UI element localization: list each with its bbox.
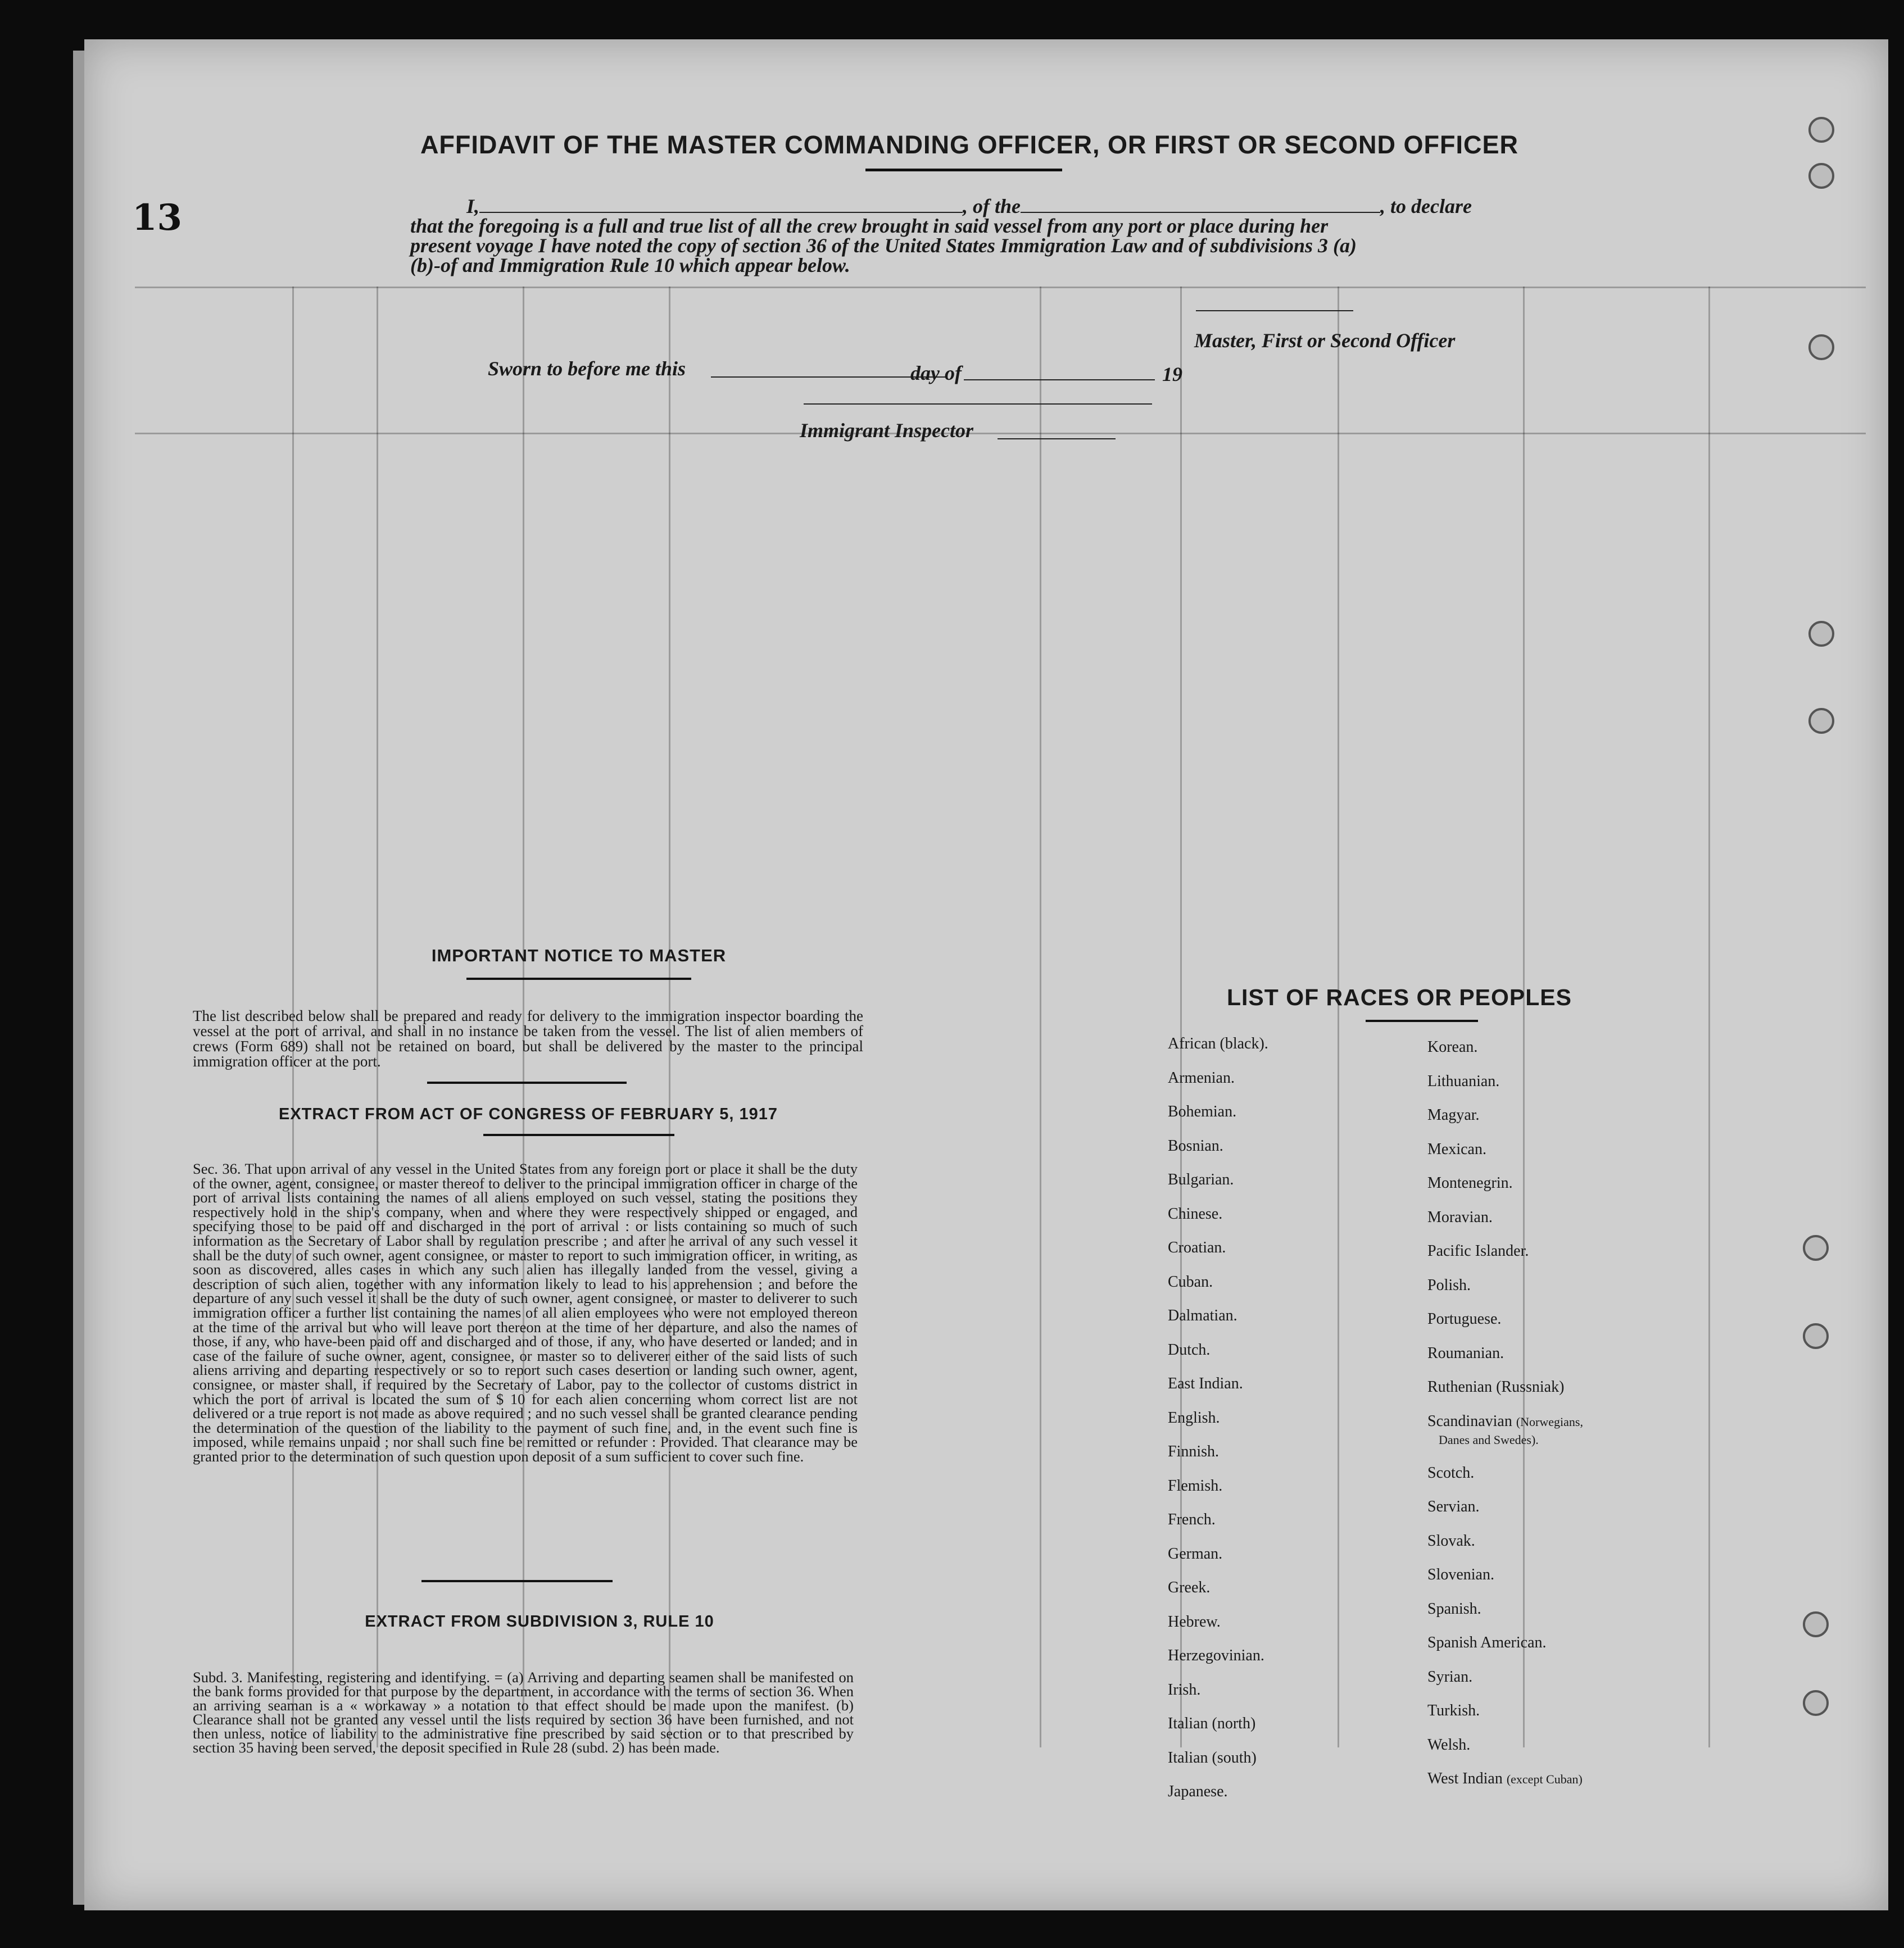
- race-item: Roumanian.: [1427, 1344, 1504, 1362]
- act-rule: [483, 1134, 674, 1136]
- race-item: Magyar.: [1427, 1106, 1480, 1124]
- race-item: Syrian.: [1427, 1668, 1473, 1686]
- notice-text: The list described below shall be prepared and ready for delivery to the immigration inspector boarding the vessel at the port of arrival, and shall in no instance be taken from the vessel. The list of alien members of crews (Form 689) shall not be retained on board, but shall be delivered by the master to the principal immigration officer at the port.: [193, 1007, 863, 1070]
- races-right-column: [1427, 1038, 1583, 1804]
- race-item: German.: [1168, 1545, 1223, 1563]
- race-item: Dutch.: [1168, 1341, 1211, 1359]
- declaration: [410, 197, 1523, 275]
- race-item: Greek.: [1168, 1579, 1211, 1596]
- decl-prefix: I,: [466, 195, 480, 217]
- punch-hole: [1808, 621, 1834, 647]
- punch-hole: [1803, 1235, 1829, 1261]
- punch-hole: [1803, 1611, 1829, 1637]
- rule-top-rule: [421, 1580, 613, 1582]
- vessel-blank[interactable]: [1021, 197, 1380, 213]
- race-item: Italian (north): [1168, 1715, 1256, 1732]
- race-item: Chinese.: [1168, 1205, 1223, 1223]
- race-item: Slovenian.: [1427, 1566, 1494, 1583]
- race-item: Bohemian.: [1168, 1103, 1237, 1120]
- decl-suffix: , to declare: [1380, 195, 1472, 217]
- race-note: (Norwegians,: [1516, 1414, 1583, 1429]
- race-item: Herzegovinian.: [1168, 1647, 1264, 1664]
- race-item: Mexican.: [1427, 1140, 1486, 1158]
- race-item: African (black).: [1168, 1035, 1268, 1052]
- race-item: Flemish.: [1168, 1477, 1223, 1495]
- race-item: Spanish American.: [1427, 1634, 1547, 1651]
- affidavit-title: AFFIDAVIT OF THE MASTER COMMANDING OFFICER, OR FIRST OR SECOND OFFICER: [420, 130, 1519, 159]
- race-item: Croatian.: [1168, 1239, 1226, 1256]
- race-label: West Indian: [1427, 1770, 1503, 1787]
- races-rule: [1366, 1020, 1478, 1022]
- race-item: Servian.: [1427, 1498, 1480, 1515]
- name-blank[interactable]: [479, 197, 963, 213]
- race-item-scandinavian: [1427, 1413, 1583, 1464]
- race-item: Bosnian.: [1168, 1137, 1223, 1155]
- notice-heading: IMPORTANT NOTICE TO MASTER: [431, 946, 727, 965]
- punch-hole: [1808, 163, 1834, 189]
- race-item: Pacific Islander.: [1427, 1242, 1529, 1260]
- year-label: 19: [1162, 363, 1182, 385]
- race-item: Lithuanian.: [1427, 1072, 1500, 1090]
- race-item: Portuguese.: [1427, 1310, 1502, 1328]
- decl-line-3: present voyage I have noted the copy of section 36 of the United States Immigration Law and of subdivisions 3 (a): [410, 234, 1357, 257]
- race-item: Ruthenian (Russniak): [1427, 1378, 1565, 1396]
- race-item: Scotch.: [1427, 1464, 1475, 1482]
- decl-mid: , of the: [963, 195, 1021, 217]
- race-item: Japanese.: [1168, 1783, 1228, 1800]
- race-item: Turkish.: [1427, 1702, 1480, 1719]
- race-label: Scandinavian: [1427, 1412, 1512, 1430]
- race-item: East Indian.: [1168, 1375, 1243, 1392]
- rule-heading: EXTRACT FROM SUBDIVISION 3, RULE 10: [365, 1613, 714, 1631]
- race-item: French.: [1168, 1511, 1216, 1528]
- race-note: (except Cuban): [1506, 1772, 1583, 1786]
- page-stamp: 13: [132, 197, 183, 239]
- punch-hole: [1808, 334, 1834, 360]
- race-item: Welsh.: [1427, 1736, 1471, 1754]
- race-item: Spanish.: [1427, 1600, 1481, 1618]
- race-item: Irish.: [1168, 1681, 1201, 1699]
- signature-line[interactable]: [1196, 310, 1353, 311]
- signer-label: Master, First or Second Officer: [1194, 329, 1456, 352]
- race-item-west-indian: [1427, 1770, 1583, 1804]
- act-text: Sec. 36. That upon arrival of any vessel in the United States from any foreign port or place it shall be the duty of the owner, agent, consignee, or master thereof to deliver to the principal immigration officer in charge of the port of arrival lists containing the names of all aliens employed on such vessel, stating the positions they respectively hold in the ship's company, when and where they were respectively shipped or engaged, and specifying those to be paid off and discharged in the port of arrival : or lists containing so much of such information as the Secretary of Labor shall by regulation prescribe ; and after he arrival of any such vessel it shall be the duty of such owner, agent consignee, or master to report to such immigration officer, in writing, as soon as discovered, alles cases in which any such alien has illegally landed from the vessel, giving a description of such alien, together with any information likely to lead to his apprehension ; and before the departure of any such vessel it shall be the duty of such owner, agent consignee, or master to deliverer to such immigration officer a further list containing the names of all alien employees who were not employed thereon at the time of the arrival but who will leave port thereon at the time of her departure, and also the names of those, if any, who have-been paid off and discharged and of those, if any, who have deserted or landed; and in case of the failure of suche owner, agent, consignee, or master so to deliverer either of the said lists of such aliens arriving and departing respectively or so to report such cases desertion or landing such owner, agent, consignee, or master shall, if required by the Secretary of Labor, pay to the collector of customs district in which the port of arrival is located the sum of $ 10 for each alien concerning whom correct list are not delivered or a true report is not made as above required ; and no such vessel shall be granted clearance pending the determination of the question of the liability to the payment of such fine, and, in the event such fine is imposed, while remains unpaid ; nor shall such fine be remitted or refunder : Provided. That clearance may be granted prior to the determination of such question upon deposit of a sum sufficient to cover such fine.: [193, 1160, 858, 1465]
- race-item: Polish.: [1427, 1276, 1471, 1294]
- inspector-label: Immigrant Inspector: [800, 419, 974, 442]
- race-item: English.: [1168, 1409, 1220, 1427]
- punch-hole: [1808, 708, 1834, 734]
- race-item: Cuban.: [1168, 1273, 1213, 1291]
- race-item: Finnish.: [1168, 1443, 1220, 1460]
- inspector-signature-line[interactable]: [804, 403, 1152, 405]
- race-item: Dalmatian.: [1168, 1307, 1237, 1324]
- race-item: Montenegrin.: [1427, 1174, 1513, 1192]
- race-item: Bulgarian.: [1168, 1171, 1234, 1188]
- punch-hole: [1803, 1690, 1829, 1716]
- decl-line-4: (b)-of and Immigration Rule 10 which appear below.: [410, 254, 850, 276]
- act-top-rule: [427, 1082, 627, 1084]
- race-item: Armenian.: [1168, 1069, 1235, 1087]
- sworn-label: Sworn to before me this: [488, 357, 686, 380]
- title-rule: [865, 169, 1062, 171]
- race-item: Italian (south): [1168, 1749, 1257, 1767]
- punch-hole: [1803, 1323, 1829, 1349]
- decl-line-2: that the foregoing is a full and true list of all the crew brought in said vessel from any port or place during her: [410, 215, 1329, 237]
- act-heading: EXTRACT FROM ACT OF CONGRESS OF FEBRUARY 5, 1917: [278, 1105, 778, 1123]
- races-heading: LIST OF RACES OR PEOPLES: [1226, 984, 1572, 1010]
- race-item: Moravian.: [1427, 1208, 1493, 1226]
- rule-text: Subd. 3. Manifesting, registering and identifying. = (a) Arriving and departing seamen shall be manifested on the bank forms provided for that purpose by the department, in accordance with the terms of section 36. When an arriving seaman is a « workaway » a notation to that effect should be made upon the manifest. (b) Clearance shall not be granted any vessel until the lists required by section 36 have been furnished, and not then unless, notice of liability to the administrative fine prescribed by said section or to that prescribed by section 35 having been served, the deposit specified in Rule 28 (subd. 2) has been made.: [193, 1669, 854, 1756]
- race-item: Korean.: [1427, 1038, 1478, 1056]
- notice-rule: [466, 978, 691, 980]
- day-label: day of: [910, 362, 962, 384]
- punch-hole: [1808, 117, 1834, 143]
- race-item: Hebrew.: [1168, 1613, 1221, 1631]
- race-item: Slovak.: [1427, 1532, 1475, 1550]
- month-blank[interactable]: [964, 379, 1155, 380]
- inspector-blank[interactable]: [998, 438, 1116, 439]
- race-note: Danes and Swedes).: [1439, 1432, 1539, 1447]
- races-left-column: [1168, 1035, 1268, 1817]
